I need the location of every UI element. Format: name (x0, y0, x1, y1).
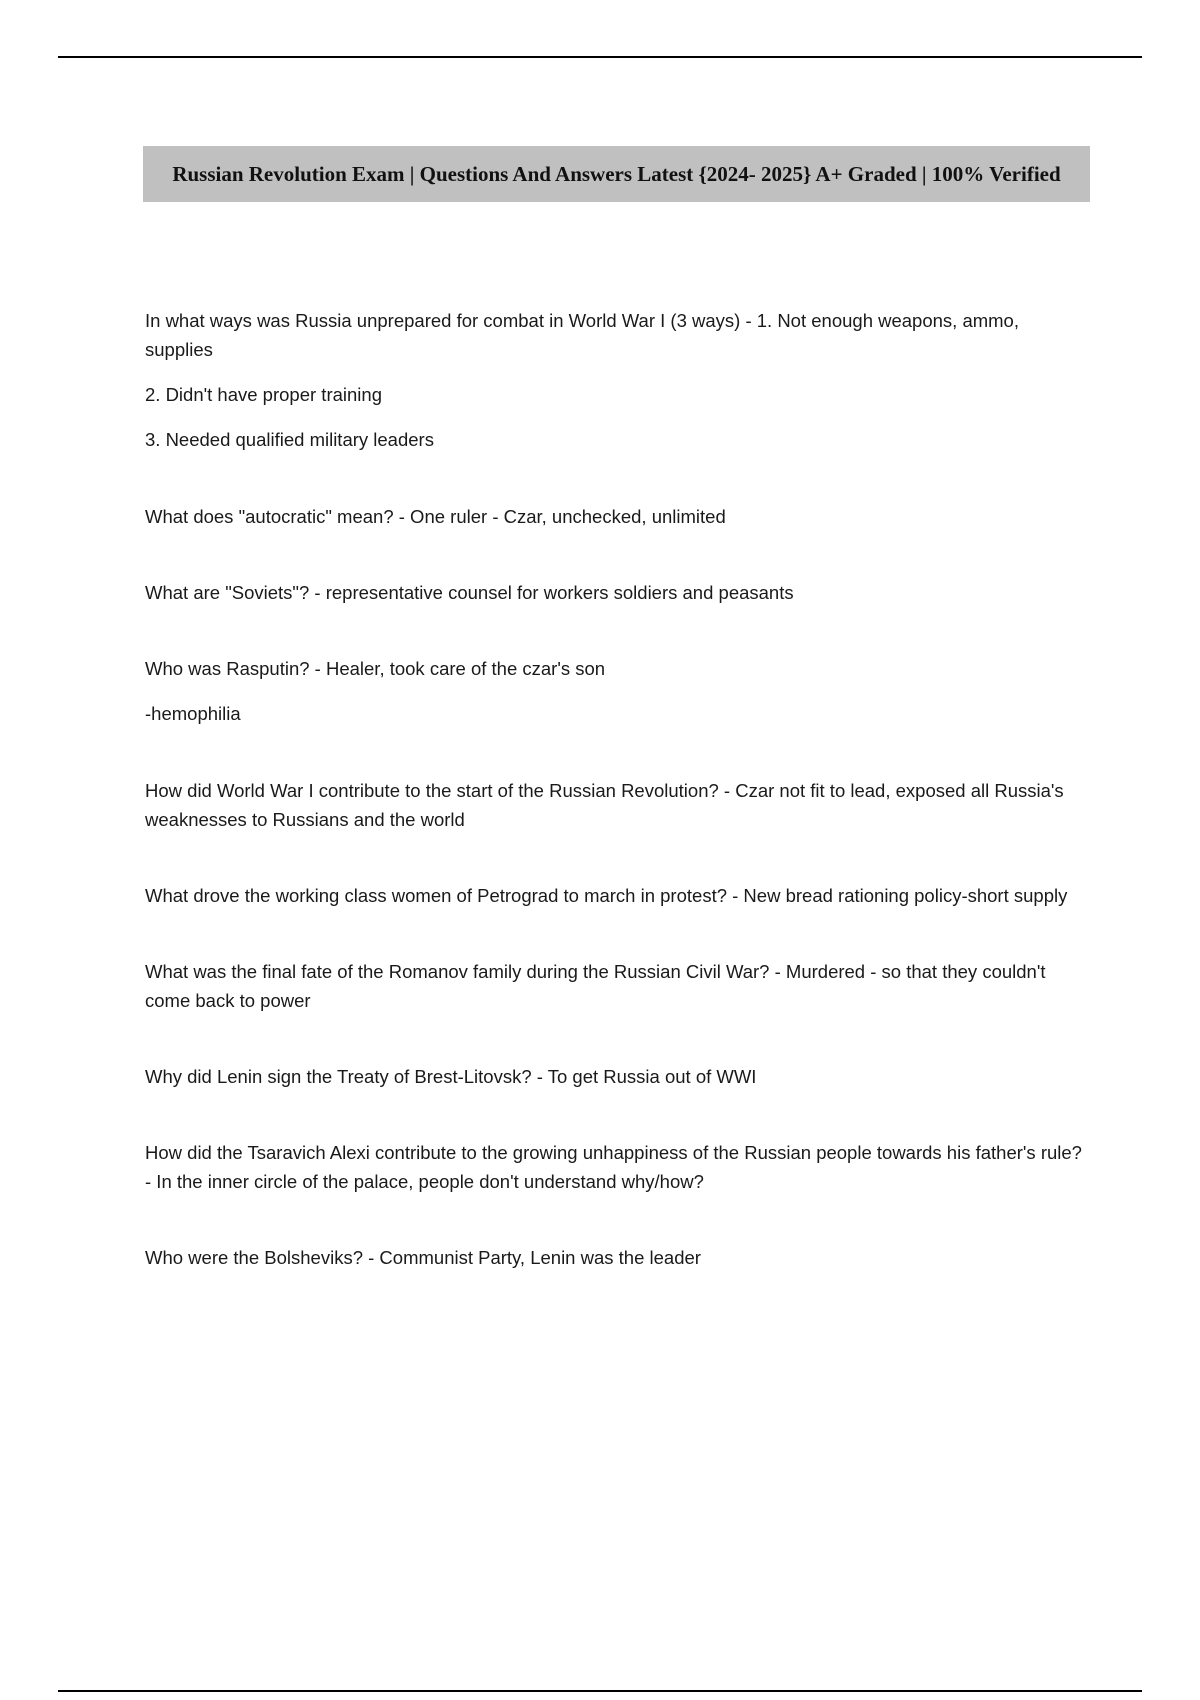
qa-line: What are "Soviets"? - representative counsel for workers soldiers and peasants (145, 582, 794, 603)
qa-line: How did World War I contribute to the start of the Russian Revolution? - Czar not fit to lead, exposed all Russia's weaknesses to Russians and the world (145, 780, 1064, 830)
qa-item (145, 654, 1085, 728)
qa-line: 3. Needed qualified military leaders (145, 429, 434, 450)
qa-line: Who was Rasputin? - Healer, took care of the czar's son (145, 658, 606, 679)
qa-line: What drove the working class women of Petrograd to march in protest? - New bread rationing policy-short supply (145, 885, 1068, 906)
qa-item (145, 957, 1085, 1015)
qa-list (145, 306, 1085, 1319)
qa-line: Who were the Bolsheviks? - Communist Party, Lenin was the leader (145, 1247, 701, 1268)
qa-item (145, 578, 1085, 607)
qa-item (145, 502, 1085, 531)
qa-line: What does "autocratic" mean? - One ruler - Czar, unchecked, unlimited (145, 506, 726, 527)
qa-line: How did the Tsaravich Alexi contribute to the growing unhappiness of the Russian people towards his father's rule? - In the inner circle of the palace, people don't understand why/how? (145, 1142, 1082, 1192)
document-title: Russian Revolution Exam | Questions And Answers Latest {2024- 2025} A+ Graded | 100% Verified (172, 162, 1061, 186)
top-rule (58, 56, 1142, 58)
title-bar (143, 146, 1090, 202)
qa-item (145, 881, 1085, 910)
qa-line: Why did Lenin sign the Treaty of Brest-Litovsk? - To get Russia out of WWI (145, 1066, 757, 1087)
qa-item (145, 1243, 1085, 1272)
qa-item (145, 306, 1085, 454)
qa-item (145, 776, 1085, 834)
qa-line: What was the final fate of the Romanov family during the Russian Civil War? - Murdered - so that they couldn't come back to power (145, 961, 1046, 1011)
qa-line: 2. Didn't have proper training (145, 384, 382, 405)
bottom-rule (58, 1690, 1142, 1692)
qa-item (145, 1138, 1085, 1196)
qa-line: -hemophilia (145, 703, 241, 724)
qa-item (145, 1062, 1085, 1091)
qa-line: In what ways was Russia unprepared for combat in World War I (3 ways) - 1. Not enough weapons, ammo, supplies (145, 310, 1019, 360)
